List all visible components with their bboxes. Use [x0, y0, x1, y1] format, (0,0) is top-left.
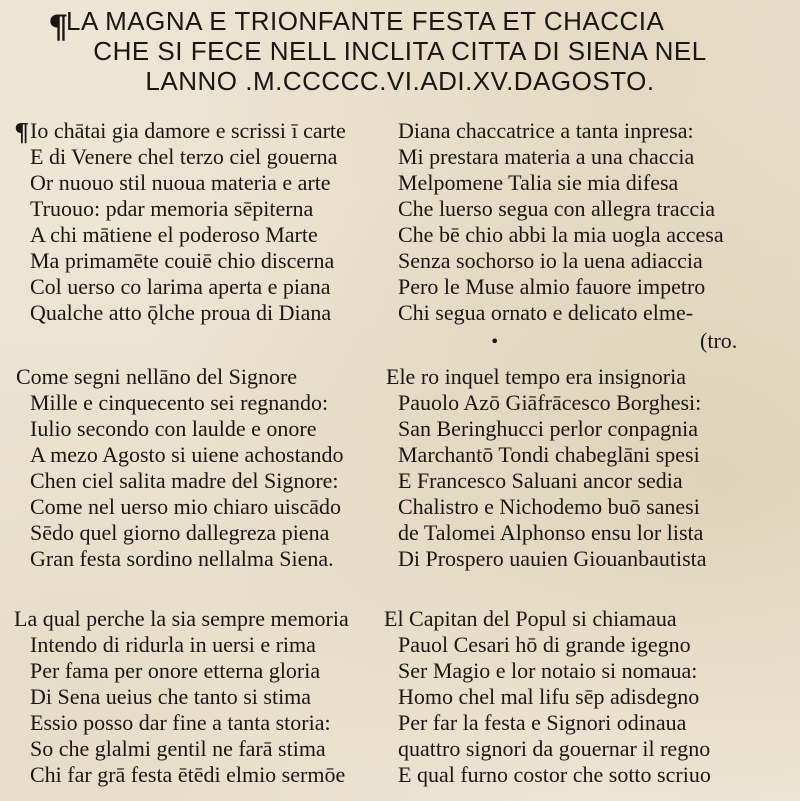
verse-line: A chi mātiene el poderoso Marte: [30, 222, 318, 247]
verse-line: A mezo Agosto si uiene achostando: [30, 442, 344, 467]
title-line-2: CHE SI FECE NELL INCLITA CITTA DI SIENA NEL: [93, 36, 707, 66]
verse-line: So che glalmi gentil ne farā stima: [30, 736, 326, 761]
verse-line: Or nuouo stil nuoua materia e arte: [30, 170, 331, 195]
title-line-3: LANNO .M.CCCCC.VI.ADI.XV.DAGOSTO.: [145, 66, 655, 96]
verse-line: E Francesco Saluani ancor sedia: [398, 468, 683, 493]
verse-line: Che luerso segua con allegra traccia: [398, 196, 716, 221]
verse-line: Di Sena ueius che tanto si stima: [30, 684, 312, 709]
verse-line: Truouo: pdar memoria sēpiterna: [30, 196, 314, 221]
verse-line: La qual perche la sia sempre memoria: [14, 606, 349, 631]
verse-line: quattro signori da gouernar il regno: [398, 736, 711, 761]
verse-line: Come nel uerso mio chiaro uiscādo: [30, 494, 341, 519]
verse-line: Marchantō Tondi chabeglāni spesi: [398, 442, 700, 467]
verse-line: Homo chel mal lifu sēp adisdegno: [398, 684, 700, 709]
pilcrow-mark: ¶: [14, 118, 30, 147]
verse-line: Chi far grā festa ētēdi elmio sermōe: [30, 762, 346, 787]
verse-line: Diana chaccatrice a tanta inpresa:: [398, 118, 694, 143]
verse-line: Pero le Muse almio fauore impetro: [398, 274, 706, 299]
verse-line: Ma primamēte couiē chio discerna: [30, 248, 335, 273]
verse-line: Col uerso co larima aperta e piana: [30, 274, 331, 299]
verse-line: Pauol Cesari hō di grande igegno: [398, 632, 691, 657]
verse-line: Qualche atto ǭlche proua di Diana: [30, 300, 332, 325]
verse-line-turnover: (tro.: [700, 328, 738, 353]
verse-line: Chi segua ornato e delicato elme-: [398, 300, 694, 325]
pilcrow-mark: ¶: [48, 8, 69, 46]
verse-line: Che bē chio abbi la mia uogla accesa: [398, 222, 724, 247]
verse-line: Intendo di ridurla in uersi e rima: [30, 632, 316, 657]
verse-line: Sēdo quel giorno dallegreza piena: [30, 520, 330, 545]
verse-line: E qual furno costor che sotto scriuo: [398, 762, 711, 787]
verse-line: Di Prospero uauien Giouanbautista: [398, 546, 707, 571]
verse-line: Mi prestara materia a una chaccia: [398, 144, 695, 169]
verse-line: Gran festa sordino nellalma Siena.: [30, 546, 334, 571]
ornament-dot: •: [490, 332, 500, 351]
verse-line: Iulio secondo con laulde e onore: [30, 416, 317, 441]
verse-line: Per far la festa e Signori odinaua: [398, 710, 687, 735]
verse-line: Ser Magio e lor notaio si nomaua:: [398, 658, 698, 683]
verse-line: Per fama per onore etterna gloria: [30, 658, 321, 683]
verse-line: San Beringhucci perlor conpagnia: [398, 416, 698, 441]
title-line-1: LA MAGNA E TRIONFANTE FESTA ET CHACCIA: [66, 6, 665, 36]
verse-line: Come segni nellāno del Signore: [16, 364, 298, 389]
verse-line: Pauolo Azō Giāfrācesco Borghesi:: [398, 390, 702, 415]
verse-line: Io chātai gia damore e scrissi ī carte: [30, 118, 346, 143]
verse-line: Melpomene Talia sie mia difesa: [398, 170, 679, 195]
verse-line: Chen ciel salita madre del Signore:: [30, 468, 339, 493]
verse-line: Chalistro e Nichodemo buō sanesi: [398, 494, 700, 519]
verse-line: Mille e cinquecento sei regnando:: [30, 390, 329, 415]
verse-line: El Capitan del Popul si chiamaua: [384, 606, 677, 631]
verse-line: E di Venere chel terzo ciel gouerna: [30, 144, 338, 169]
verse-line: Essio posso dar fine a tanta storia:: [30, 710, 331, 735]
verse-line: de Talomei Alphonso ensu lor lista: [398, 520, 704, 545]
verse-line: Ele ro inquel tempo era insignoria: [386, 364, 686, 389]
verse-line: Senza sochorso io la uena adiaccia: [398, 248, 703, 273]
